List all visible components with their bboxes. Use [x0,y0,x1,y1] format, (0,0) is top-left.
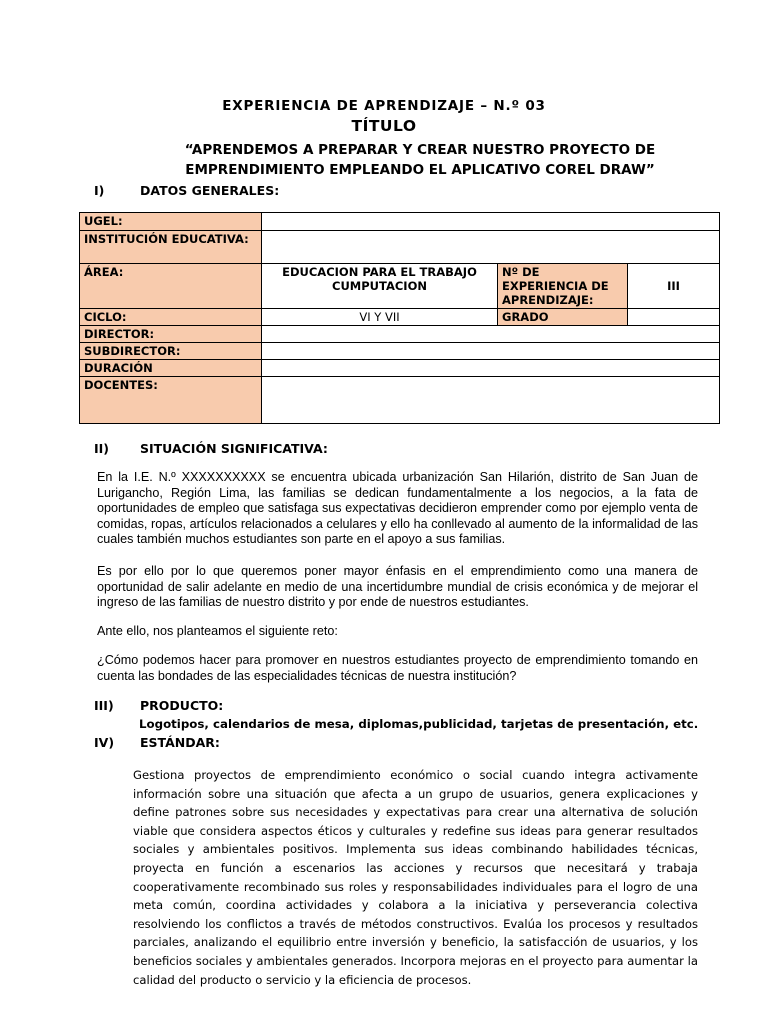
title-label: TÍTULO [351,117,417,135]
table-row [80,343,720,360]
section-label: ESTÁNDAR: [140,735,220,750]
producto-list: Logotipos, calendarios de mesa, diplomas,publicidad, tarjetas de presentación, etc. [139,717,699,731]
institucion-value [262,231,720,264]
table-row [80,309,720,326]
area-label: ÁREA: [80,264,262,309]
table-row [80,264,720,309]
situacion-paragraph-2: Es por ello por lo que queremos poner mayor énfasis en el emprendimiento como una manera de oportunidad de salir adelante en medio de una incertidumbre mundial de crisis económica y de mejorar el ingreso de las familias de nuestro distrito y por ende de nuestros estudiantes. [97,564,698,609]
section-label: SITUACIÓN SIGNIFICATIVA: [140,441,328,456]
area-value: EDUCACION PARA EL TRABAJO CUMPUTACION [262,264,498,309]
section-number: IV) [94,735,115,750]
ciclo-label: CICLO: [80,309,262,326]
section-number: III) [94,698,114,713]
section-label: DATOS GENERALES: [140,183,280,198]
numero-experiencia-label: Nº DE EXPERIENCIA DE APRENDIZAJE: [498,264,628,309]
section-label: PRODUCTO: [140,698,224,713]
document-title: “APRENDEMOS A PREPARAR Y CREAR NUESTRO PROYECTO DE EMPRENDIMIENTO EMPLEANDO EL APLICATIVO COREL DRAW” [184,142,656,178]
subdirector-label: SUBDIRECTOR: [80,343,262,360]
director-label: DIRECTOR: [80,326,262,343]
grado-value [628,309,720,326]
ugel-value [262,213,720,231]
docentes-value [262,377,720,424]
situacion-paragraph-3: Ante ello, nos planteamos el siguiente reto: [97,624,338,638]
section-number: II) [94,441,110,456]
table-row [80,231,720,264]
table-row [80,213,720,231]
datos-generales-table [79,212,720,424]
duracion-value [262,360,720,377]
table-row [80,377,720,424]
grado-label: GRADO [498,309,628,326]
ugel-label: UGEL: [80,213,262,231]
director-value [262,326,720,343]
subdirector-value [262,343,720,360]
table-row [80,326,720,343]
numero-experiencia-value: III [628,264,720,309]
ciclo-value: VI Y VII [262,309,498,326]
experience-heading: EXPERIENCIA DE APRENDIZAJE – N.º 03 [222,98,546,114]
duracion-label: DURACIÓN [80,360,262,377]
section-number: I) [94,183,105,198]
docentes-label: DOCENTES: [80,377,262,424]
situacion-paragraph-4: ¿Cómo podemos hacer para promover en nuestros estudiantes proyecto de emprendimiento tomando en cuenta las bondades de las especialidades técnicas de nuestra institución? [97,653,698,683]
table-row [80,360,720,377]
institucion-label: INSTITUCIÓN EDUCATIVA: [80,231,262,264]
situacion-paragraph-1: En la I.E. N.º XXXXXXXXXX se encuentra ubicada urbanización San Hilarión, distrito de San Juan de Lurigancho, Región Lima, las familias se dedican fundamentalmente a los negocios, a la fata de oportunidades de empleo que satisfaga sus expectativas decidieron emprender como por ejemplo venta de comidas, ropas, artículos relacionados a celulares y ello ha conllevado al aumento de la informalidad de las cuales también muchos estudiantes son parte en el apoyo a sus familias. [97,470,698,546]
estandar-paragraph: Gestiona proyectos de emprendimiento económico o social cuando integra activamente información sobre una situación que afecta a un grupo de usuarios, genera explicaciones y define patrones sobre sus necesidades y expectativas para crear una alternativa de solución viable que considera aspectos éticos y culturales y redefine sus ideas para generar resultados sociales y ambientales positivos. Implementa sus ideas combinando habilidades técnicas, proyecta en función a escenarios las acciones y recursos que necesitará y trabaja cooperativamente recombinado sus roles y responsabilidades individuales para el logro de una meta común, coordina actividades y colabora a la iniciativa y perseverancia colectiva resolviendo los conflictos a través de métodos constructivos. Evalúa los procesos y resultados parciales, analizando el equilibrio entre inversión y beneficio, la satisfacción de usuarios, y los beneficios sociales y ambientales generados. Incorpora mejoras en el proyecto para aumentar la calidad del producto o servicio y la eficiencia de procesos. [133,768,698,987]
